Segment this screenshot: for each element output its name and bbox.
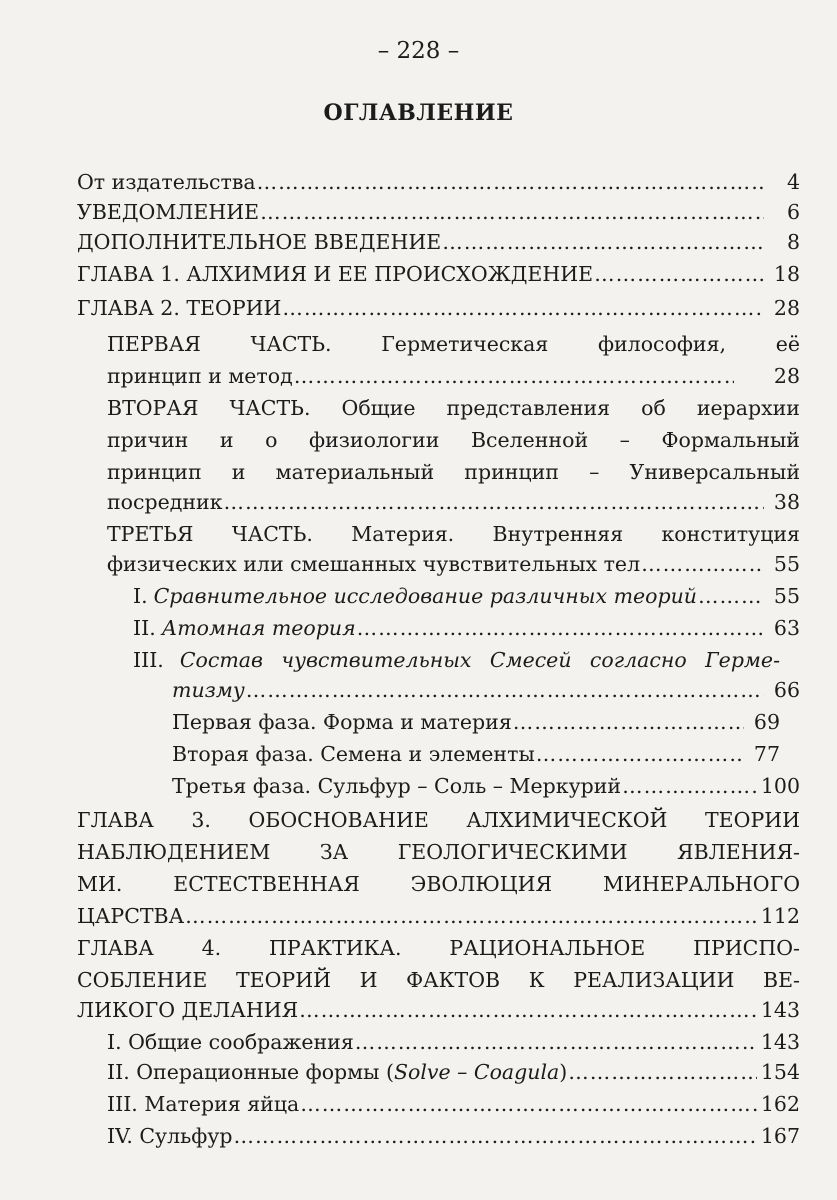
word: ЯВЛЕНИЯ- (677, 840, 800, 864)
word: Внутренняя (492, 522, 624, 546)
word: ЭВОЛЮЦИЯ (410, 872, 553, 896)
toc-entry-number: II. (133, 616, 156, 640)
toc-entry-text (107, 522, 800, 546)
toc-entry-text (180, 648, 780, 672)
leader-dots (260, 200, 764, 224)
word: АЛХИМИЧЕСКОЙ (466, 808, 668, 832)
word: ЕСТЕСТВЕННАЯ (173, 872, 360, 896)
toc-entry-text: ГЛАВА 1. АЛХИМИЯ И ЕЕ ПРОИСХОЖДЕНИЕ (77, 262, 594, 286)
word: ПЕРВАЯ (107, 332, 201, 356)
leader-dots (185, 904, 757, 928)
toc-entry-text: Первая фаза. Форма и материя (172, 710, 512, 734)
leader-dots (568, 1060, 757, 1084)
toc-page-number: 112 (760, 904, 800, 928)
word: МИНЕРАЛЬНОГО (602, 872, 800, 896)
toc-entry-text: Сравнительное исследование различных теорий (153, 584, 698, 608)
word: Материя. (351, 522, 455, 546)
toc-page-number: 28 (773, 296, 800, 320)
toc-entry-text (77, 968, 800, 992)
word: Формальный (661, 428, 800, 452)
word: Вселенной (470, 428, 589, 452)
word: причин (107, 428, 189, 452)
toc-entry-text: IV. Сульфур (107, 1124, 233, 1148)
word: 3. (191, 808, 211, 832)
leader-dots (536, 742, 744, 766)
word: принцип (107, 460, 202, 484)
word: Состав (179, 648, 263, 672)
toc-entry-ch4-section-2 (107, 1060, 800, 1092)
word: принцип (464, 460, 559, 484)
leader-dots (698, 584, 764, 608)
justified-line (77, 872, 800, 896)
toc-entry-section-2 (133, 616, 800, 648)
toc-entry-number: I. (133, 584, 148, 608)
justified-line (107, 522, 800, 546)
toc-entry-text: физических или смешанных чувствительных тел (107, 552, 641, 576)
toc-entry-intro (77, 230, 800, 262)
toc-entry-text (77, 808, 800, 832)
toc-entry-text (77, 936, 800, 960)
word: НАБЛЮДЕНИЕМ (77, 840, 271, 864)
toc-entry-text-post: ) (559, 1060, 568, 1084)
toc-entry-part-1 (107, 364, 738, 396)
toc-entry-text (77, 840, 800, 864)
toc-page-number: 154 (760, 1060, 800, 1084)
word: ГЛАВА (77, 936, 154, 960)
toc-entry-text (107, 460, 800, 484)
leader-dots (357, 616, 764, 640)
toc-entry-part-2-line1 (107, 396, 800, 428)
toc-page-number: 4 (786, 170, 800, 194)
word: материальный (275, 460, 435, 484)
page-number: – 228 – (377, 38, 460, 64)
justified-line (107, 460, 800, 484)
toc-page-number: 100 (760, 774, 800, 798)
toc-entry-text (107, 396, 800, 420)
toc-page-number: 55 (773, 584, 800, 608)
toc-page-number: 162 (760, 1092, 800, 1116)
word: РАЦИОНАЛЬНОЕ (449, 936, 646, 960)
word: Герметическая (381, 332, 549, 356)
leader-dots (594, 262, 764, 286)
toc-entry-section-3-line1 (133, 648, 780, 680)
toc-entry-chapter-4-line1 (77, 936, 800, 968)
toc-entry-text: ЛИКОГО ДЕЛАНИЯ (77, 998, 299, 1022)
toc-entry-chapter-3 (77, 904, 800, 936)
word: представления (446, 396, 611, 420)
word: ЗА (319, 840, 349, 864)
word: РЕАЛИЗАЦИИ (573, 968, 735, 992)
toc-page-number: 6 (786, 200, 800, 224)
toc-page-number: 66 (773, 678, 800, 702)
word: Универсальный (629, 460, 800, 484)
toc-entry-chapter-4 (77, 998, 800, 1030)
toc-entry-chapter-3-line1 (77, 808, 800, 840)
leader-dots (513, 710, 744, 734)
word: и (231, 460, 246, 484)
toc-entry-part-2-line2 (107, 428, 800, 460)
toc-entry-section-1 (133, 584, 800, 616)
toc-entry-ch4-section-4 (107, 1124, 800, 1156)
leader-dots (294, 364, 734, 388)
toc-entry-chapter-1 (77, 262, 800, 294)
justified-line (107, 396, 800, 420)
word: ВТОРАЯ (107, 396, 199, 420)
toc-page-number: 8 (786, 230, 800, 254)
toc-entry-part-1-line1 (107, 332, 800, 364)
toc-entry-ch4-section-1 (107, 1030, 800, 1062)
word: о (265, 428, 278, 452)
toc-entry-text: УВЕДОМЛЕНИЕ (77, 200, 260, 224)
toc-page-number: 55 (773, 552, 800, 576)
toc-entry-text: От издательства (77, 170, 256, 194)
toc-entry-text: ДОПОЛНИТЕЛЬНОЕ ВВЕДЕНИЕ (77, 230, 442, 254)
word: ГЕОЛОГИЧЕСКИМИ (397, 840, 628, 864)
toc-page-number: 167 (760, 1124, 800, 1148)
toc-entry-publisher (77, 170, 800, 202)
leader-dots (246, 678, 764, 702)
toc-page-number: 143 (760, 998, 800, 1022)
word: ЧАСТЬ. (231, 522, 313, 546)
leader-dots (224, 490, 764, 514)
toc-entry-part-2 (107, 490, 800, 522)
justified-line (107, 428, 800, 452)
toc-entry-text: тизму (172, 678, 245, 702)
toc-entry-ch4-section-3 (107, 1092, 800, 1124)
leader-dots (641, 552, 764, 576)
justified-line (77, 840, 800, 864)
toc-entry-text-italic: Solve – Coagula (393, 1060, 560, 1084)
leader-dots (355, 1030, 757, 1054)
justified-line (77, 808, 800, 832)
word: И (359, 968, 378, 992)
leader-dots (300, 1092, 757, 1116)
toc-page-number: 38 (773, 490, 800, 514)
word: Герме- (705, 648, 780, 672)
word: ПРАКТИКА. (269, 936, 402, 960)
toc-entry-section-3 (172, 678, 800, 710)
word: Смесей (489, 648, 572, 672)
toc-page-number: 69 (753, 710, 780, 734)
word: 4. (201, 936, 222, 960)
toc-entry-part-3 (107, 552, 800, 584)
toc-entry-phase-3 (172, 774, 800, 806)
toc-page-number: 28 (773, 364, 800, 388)
justified-line (77, 936, 800, 960)
toc-entry-text: посредник (107, 490, 223, 514)
word: её (775, 332, 800, 356)
leader-dots (442, 230, 764, 254)
word: ТЕОРИЙ (235, 968, 331, 992)
toc-entry-phase-1 (172, 710, 780, 742)
toc-entry-text: ЦАРСТВА (77, 904, 185, 928)
toc-page-number-wrap (768, 364, 800, 396)
word: ТРЕТЬЯ (107, 522, 194, 546)
word: конституция (661, 522, 800, 546)
toc-title: ОГЛАВЛЕНИЕ (323, 100, 514, 126)
toc-entry-text (107, 332, 800, 356)
toc-entry-text: I. Общие соображения (107, 1030, 354, 1054)
word: МИ. (77, 872, 123, 896)
leader-dots (234, 1124, 757, 1148)
toc-entry-chapter-4-line2 (77, 968, 800, 1000)
word: согласно (589, 648, 687, 672)
word: и (219, 428, 234, 452)
toc-entry-text: III. Материя яйца (107, 1092, 300, 1116)
word: ВЕ- (763, 968, 800, 992)
toc-entry-text: Вторая фаза. Семена и элементы (172, 742, 535, 766)
word: СОБЛЕНИЕ (77, 968, 208, 992)
word: физиологии (309, 428, 440, 452)
word: – (619, 428, 630, 452)
leader-dots (257, 170, 764, 194)
word: ФАКТОВ (406, 968, 501, 992)
word: К (528, 968, 545, 992)
justified-line (107, 332, 800, 356)
toc-entry-part-3-line1 (107, 522, 800, 554)
toc-entry-part-2-line3 (107, 460, 800, 492)
leader-dots (282, 296, 764, 320)
leader-dots (622, 774, 757, 798)
word: ПРИСПО- (693, 936, 800, 960)
word: ОБОСНОВАНИЕ (248, 808, 429, 832)
toc-entry-text: Третья фаза. Сульфур – Соль – Меркурий (172, 774, 622, 798)
word: ГЛАВА (77, 808, 154, 832)
word: философия, (597, 332, 727, 356)
toc-entry-chapter-3-line2 (77, 840, 800, 872)
toc-entry-chapter-3-line3 (77, 872, 800, 904)
word: ЧАСТЬ. (250, 332, 332, 356)
toc-page-number: 77 (753, 742, 780, 766)
justified-line (77, 968, 800, 992)
word: ТЕОРИИ (705, 808, 800, 832)
toc-entry-text-pre: II. Операционные формы ( (107, 1060, 394, 1084)
toc-page-number: 63 (773, 616, 800, 640)
word: чувствительных (281, 648, 472, 672)
toc-entry-phase-2 (172, 742, 780, 774)
word: иерархии (696, 396, 800, 420)
word: Общие (341, 396, 416, 420)
toc-entry-notice (77, 200, 800, 232)
toc-entry-number: III. (133, 648, 164, 672)
toc-entry-text: ГЛАВА 2. ТЕОРИИ (77, 296, 282, 320)
toc-entry-text (77, 872, 800, 896)
word: об (641, 396, 666, 420)
toc-entry-chapter-2 (77, 296, 800, 328)
toc-page-number: 18 (773, 262, 800, 286)
toc-entry-text: принцип и метод (107, 364, 293, 388)
leader-dots (299, 998, 757, 1022)
toc-entry-text: Атомная теория (161, 616, 356, 640)
word: – (589, 460, 600, 484)
toc-page-number: 143 (760, 1030, 800, 1054)
word: ЧАСТЬ. (229, 396, 311, 420)
toc-entry-text (107, 428, 800, 452)
